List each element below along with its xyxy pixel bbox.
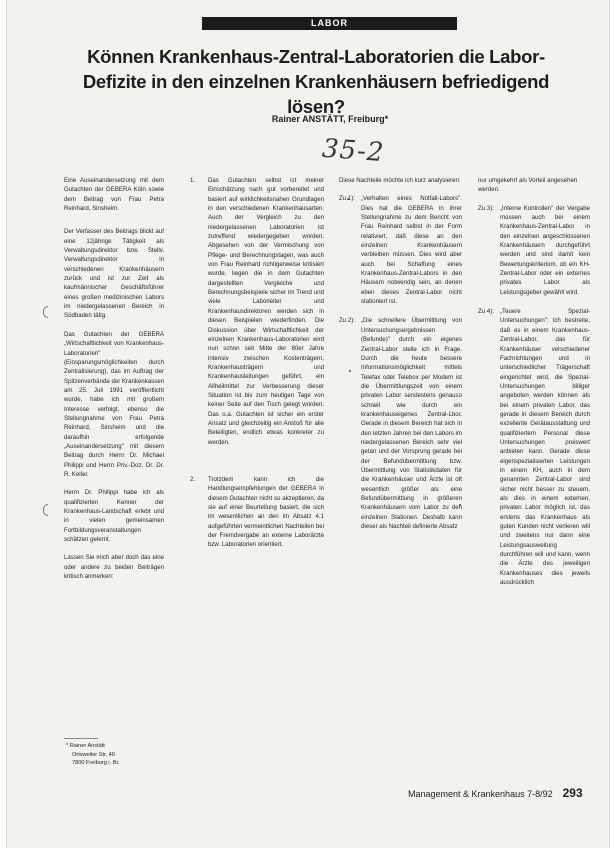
body-paragraph: Herrn Dr. Philippi habe ich als qualifizierten Kenner der Krankenhaus-Landschaft erlebt und in vielen gemeinsamen Fortbildungsveranstaltungen schätzen gelernt.: [64, 489, 164, 544]
paragraph-text: „Verhalten eines Notfall-Labors". Dies hat die GEBERA in ihrer Stellungnahme zu dem Bericht von Frau Reinhard selbst in der Form relativiert, daß diese an den einzelnen Krankenhäusern verbleiben müssen. Dies wird aber auch bei Schaffung eines Krankenhaus-Zentral-Labors in den Häusern notwendig sein, an denen eben dieses Zentral-Labor nicht stationiert ist.: [361, 195, 462, 306]
paragraph-number: 2.: [190, 475, 196, 483]
column-intro: nur umgekehrt als Vorteil angesehen werden.: [478, 177, 578, 194]
body-paragraph: Lassen Sie mich aber doch das eine oder andere zu beiden Beiträgen kritisch anmerken:: [64, 554, 164, 581]
paragraph-number: Zu 2):: [339, 317, 355, 325]
punch-hole-mark: [43, 504, 48, 516]
handwritten-annotation: 35-2: [321, 133, 386, 169]
column-3: [339, 176, 462, 531]
paragraph-text: „Die schnellere Übermittlung von Untersuchungsergebnissen (Befunde)" durch ein eigenes Zentral-Labor stelle ich in Frage. Durch die heute bessere Informationsmöglichkeit mittels Telefax oder Telebox per Modem ist die Übermittlungszeit von einem privaten Labor sendestens genauso schnell wie durch ein krankenhauseigenes Zentral-Lbor. Gerade in diesem Bereich hat sich in den letzten Jahren bei den Labors im niedergelassenen Bereich sehr viel getan und der Vorsprung gerade bei der Befundübermittlung bzw. Übermittlung von Statistikdaten für die Krankenhäuser und Ärzte ist oft wesentlich größer als eine Befundübermittlung in größeren Krankenhäusern vom Labor zu den einzelnen Stationen. Deshalb kann dieser als Nachteil definierte Absatz: [361, 317, 462, 531]
column-intro: Diese Nachteile möchte ich kurz analysieren:: [339, 177, 461, 184]
numbered-paragraph: [478, 307, 590, 587]
numbered-paragraph: [478, 204, 590, 297]
page-number: 293: [562, 786, 583, 800]
section-header-bar: LABOR: [202, 17, 457, 30]
column-1: [64, 176, 164, 590]
paragraph-text: Trotzdem kann ich die Handlungsempfehlungen der GEBERA in diesem Gutachten nicht so akzeptieren, da sie auf einer Beurteilung basiert, die sich im wesentlichen an den im Absatz 4.1 aufgeführten vermeintlichen Nachteilen bei der Fremdvergabe an externe Laborärzte bzw. Laboratorien orientiert.: [208, 475, 324, 549]
intro-paragraph: Eine Auseinandersetzung mit dem Gutachten der GEBERA Köln sowie dem Beitrag von Frau Petra Reinhard, Sinsheim.: [64, 177, 164, 213]
numbered-paragraph: [339, 316, 462, 531]
footnote-rule: [64, 738, 98, 739]
body-paragraph: Der Verfasser des Beitrags blickt auf eine 12jährige Tätigkeit als Verwaltungsdirektor bzw. Stellv. Verwaltungsdirektor in verschiedenen Krankenhäusern zurück und ist zur Zeit als kaufmännischer Geschäftsführer eines großen medizinischen Labors im niedergelassenen Bereich in Südbaden tätig.: [64, 228, 164, 320]
paragraph-text: „Interne Kontrollen" der Vergabe müssen auch bei einem Krankenhaus-Zentral-Labor in den einzelnen angeschlossenen Krankenhäusern durchgeführt werden und sind damit kein Bewertungskriterium, ob ein KH-Zentral-Labor oder ein externes privates Labor als Leistungsgeber gewählt wird.: [500, 204, 590, 296]
punch-hole-mark: [43, 306, 48, 318]
article-title: Können Krankenhaus-Zentral-Laboratorien die Labor-Defizite in den einzelnen Krankenhäusern befriedigend lösen?: [82, 46, 550, 117]
footnote-line: * Rainer Anstätt: [66, 743, 105, 749]
paragraph-text: „Teuere Spezial-Untersuchungen": Ich bestreite, daß es in einem Krankenhaus-Zentral-Labor, das für Krankenhäuser verschiedener Fachrichtungen und in unterschiedlicher Trägerschaft eingerichtet wird, die Spezial-Untersuchungen billiger angeboten werden können als bei einem privaten Labor, das gerade in diesem Bereich durch exzellente Gerätausstattung und qualifiziertem Personal diese Untersuchungen preiswert anbieten kann. Gerade diese eigenspezialisierten Leistungen in einem KH, auch in dem genannten Zentral-Labor sind sicher nicht besser zu steuern, als dies in einem externen, privaten Labor möglich ist, das erstens das Krankenhaus als guten Kunden nicht verlieren will und zweitens nur dann eine Leistungsausweitung durchführen will und kann, wenn die Ärzte des jeweiligen Krankenhauses dies jeweils ausdrücklich: [500, 308, 590, 587]
numbered-paragraph: [190, 475, 324, 550]
body-paragraph: Das Gutachten der GEBERA „Wirtschaftlichkeit von Krankenhaus-Laboratorien" (Einsparungsmöglichkeiten durch Zentralisierung), das im Auftrag der Spitzenverbände der Krankenkassen am 25. Juli 1991 veröffentlicht wurde, habe ich mit großem Interesse verfolgt, ebenso die Stellungnahme von Frau Petra Reinhard, Sinsheim und die daraufhin erfolgende „Auseinandersetzung" mit diesem Beitrag durch Herrn Dr. Michael Philippi und Herrn Priv.-Doz. Dr. Dr. R. Keller.: [64, 330, 164, 478]
paragraph-number: Zu 3):: [478, 204, 494, 212]
author-line: Rainer ANSTÄTT, Freiburg*: [271, 114, 389, 124]
numbered-paragraph: [190, 176, 324, 447]
column-2: [190, 176, 324, 550]
paragraph-number: 1.: [190, 177, 196, 184]
footnote-line: Ortsweiler Str. 40: [72, 751, 115, 758]
page-footer: [408, 786, 598, 800]
paragraph-number: Zu 1):: [339, 195, 355, 203]
footnote-line: 7800 Freiburg i. Br.: [72, 760, 120, 767]
author-footnote: [66, 742, 166, 768]
numbered-paragraph: [339, 194, 462, 306]
column-4: [478, 176, 590, 587]
paragraph-number: Zu 4):: [478, 308, 494, 316]
paragraph-text: Das Gutachten selbst ist meiner Einschätzung nach gut vorbereitet und basiert auf wirklichkeitsnahen Grundlagen in den verschiedenen Krankenhausarten. Auch der Vergleich zu den niedergelassenen Laboratorien ist zutreffend wiedergegeben worden. Abgesehen von der Vermischung von Pflege- und Berechnungstagen, was auch von Frau Reinhard richtigerweise kritisiert wurde, liegen die in dem Gutachten dargestellten Vergleiche und Berechnungsbeispiele sicher im Trend und viele Laborleiter und Krankenhausdirektoren werden sich in diesen Beispielen wiederfinden. Die Diskussion über Wirtschaftlichkeit der einzelnen Krankenhaus-Laboratorien wird nun schon seit Mitte der 80er Jahre intensiv zwischen Kostenträgern, Krankenhausträgern und Krankenhausleitungen geführt, ein Allheilmittel zur Verbesserung dieser Situation ist bis zum heutigen Tage von keiner Seite auf den Tisch gelegt worden. Das o.a. Gutachten ist sicher ein erster Ansatz und gleichzeitig ein Anstoß für alle Beteiligten, endlich etwas konkreter zu werden.: [208, 177, 324, 446]
journal-name: Management & Krankenhaus 7-8/92: [408, 789, 553, 799]
